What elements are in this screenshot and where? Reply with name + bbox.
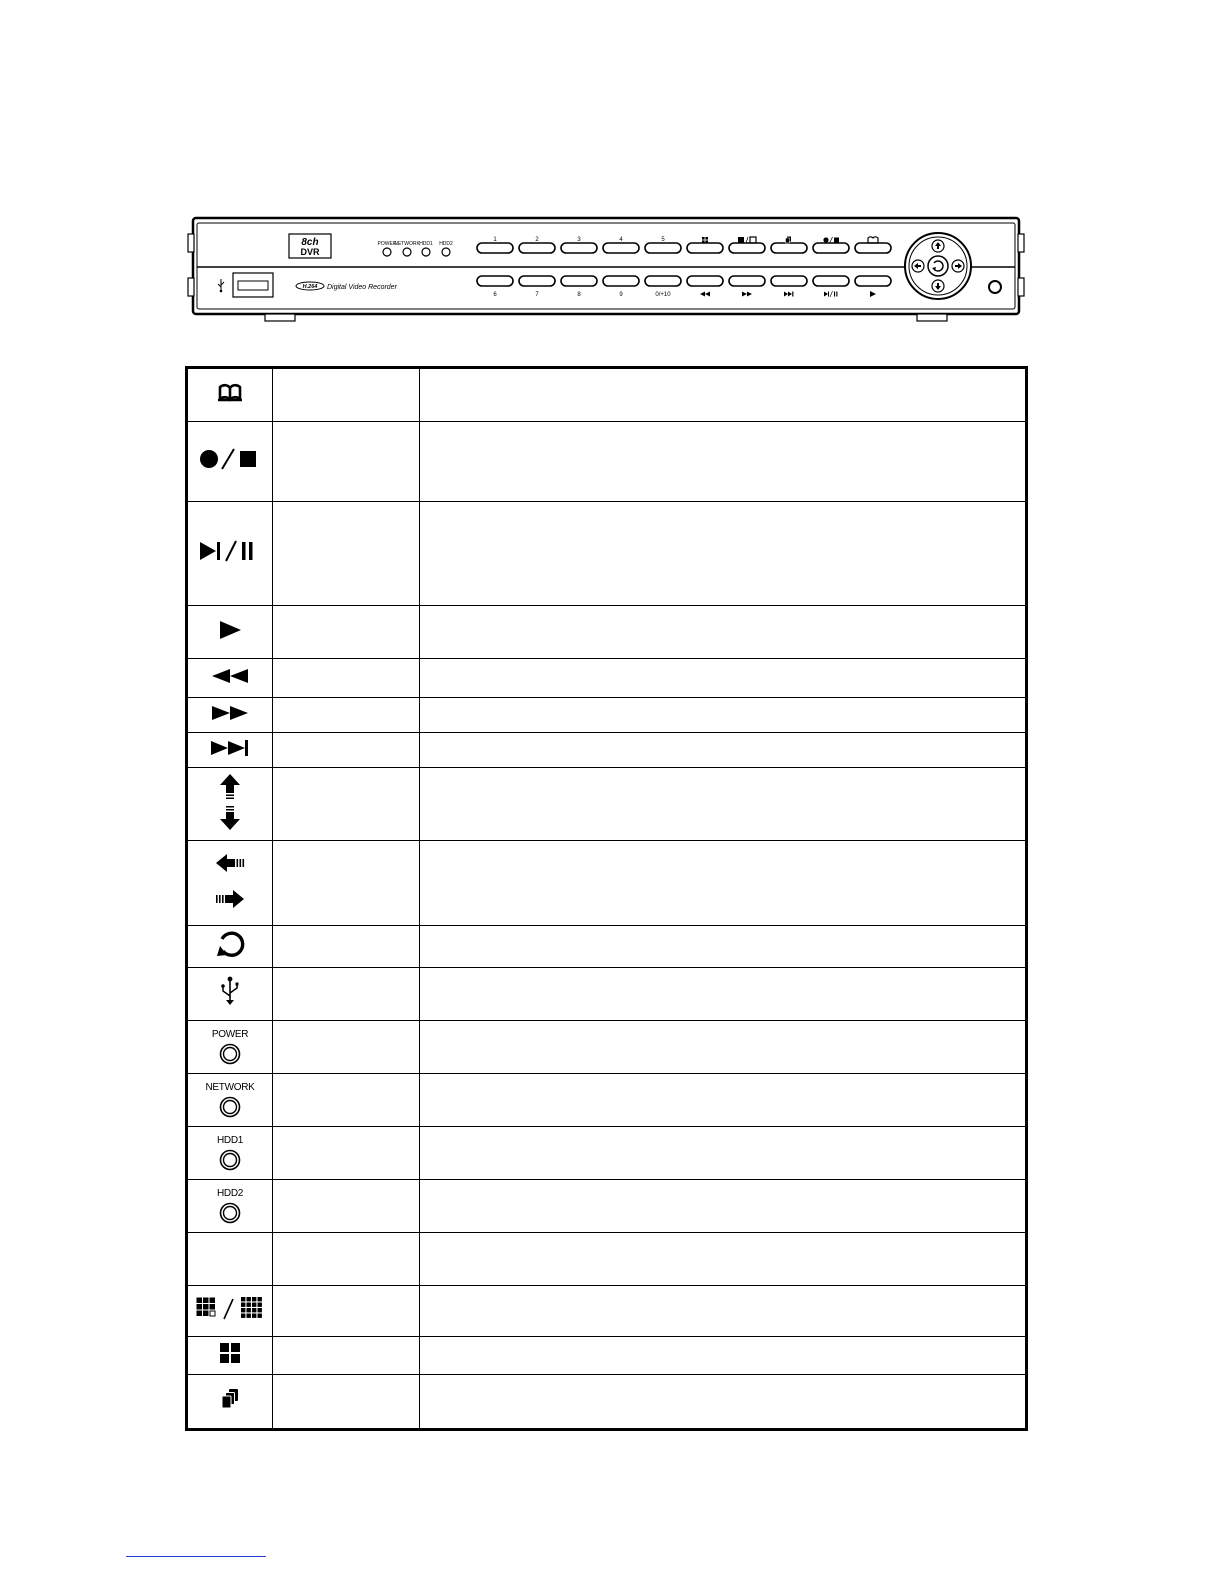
- icon-cell: [187, 502, 273, 606]
- table-row: [187, 1126, 1027, 1179]
- description-cell: [420, 1232, 1027, 1285]
- led-label: POWER: [211, 1028, 249, 1040]
- table-row: [187, 1020, 1027, 1073]
- button-label: 5: [661, 237, 665, 243]
- network-led-icon: [403, 248, 411, 256]
- table-row: [187, 1232, 1027, 1285]
- model-badge: [289, 234, 331, 258]
- badge-line1: 8ch: [301, 237, 319, 248]
- table-row: [187, 698, 1027, 733]
- button-label: 3: [577, 237, 581, 243]
- name-cell: [273, 1073, 420, 1126]
- description-cell: [420, 422, 1027, 502]
- name-cell: [273, 841, 420, 926]
- description-cell: [420, 502, 1027, 606]
- name-cell: [273, 606, 420, 659]
- name-cell: [273, 422, 420, 502]
- description-cell: [420, 967, 1027, 1020]
- icon-cell: [187, 368, 273, 422]
- icon-cell: [187, 1126, 273, 1179]
- menu-book-icon: [217, 383, 243, 403]
- table-row: [187, 368, 1027, 422]
- table-row: [187, 967, 1027, 1020]
- icon-cell: [187, 926, 273, 967]
- led-icon: [188, 1149, 272, 1171]
- usb-port[interactable]: [233, 273, 273, 297]
- description-cell: [420, 733, 1027, 768]
- fast-forward-icon: [211, 705, 249, 721]
- enter-rotate-icon: [214, 930, 246, 958]
- icon-cell: [187, 1285, 273, 1336]
- usb-icon: [220, 976, 240, 1006]
- name-cell: [273, 1374, 420, 1429]
- description-cell: [420, 606, 1027, 659]
- table-row: [187, 1179, 1027, 1232]
- description-cell: [420, 841, 1027, 926]
- play-icon: [218, 620, 242, 640]
- name-cell: [273, 502, 420, 606]
- name-cell: [273, 698, 420, 733]
- name-cell: [273, 1232, 420, 1285]
- led-label: NETWORK: [205, 1081, 255, 1093]
- table-row: [187, 502, 1027, 606]
- dial-enter-icon[interactable]: [928, 256, 948, 276]
- table-row: [187, 926, 1027, 967]
- button-label: 7: [535, 292, 539, 298]
- button-label: 2: [535, 237, 539, 243]
- icon-cell: [187, 606, 273, 659]
- power-led-icon: [383, 248, 391, 256]
- led-label-power: POWER: [377, 241, 397, 247]
- description-cell: [420, 1126, 1027, 1179]
- table-row: [187, 422, 1027, 502]
- button-label: 8: [577, 292, 581, 298]
- icon-cell: [187, 768, 273, 841]
- table-row: [187, 659, 1027, 698]
- name-cell: [273, 1020, 420, 1073]
- table-row: [187, 1285, 1027, 1336]
- codec-text: H.264: [302, 284, 318, 290]
- icon-cell: [187, 1336, 273, 1374]
- table-row: [187, 1336, 1027, 1374]
- hdd1-led-icon: [422, 248, 430, 256]
- icon-cell: [187, 841, 273, 926]
- button-label: 0/+10: [655, 292, 671, 298]
- hdd2-led-icon: [442, 248, 450, 256]
- led-label-hdd2: HDD2: [439, 241, 453, 247]
- description-cell: [420, 659, 1027, 698]
- icon-cell: [187, 1073, 273, 1126]
- name-cell: [273, 1126, 420, 1179]
- description-cell: [420, 368, 1027, 422]
- table-row: [187, 733, 1027, 768]
- dial-right-icon[interactable]: [952, 260, 964, 272]
- icon-cell: [187, 659, 273, 698]
- table-row: [187, 1073, 1027, 1126]
- rewind-icon: [211, 668, 249, 684]
- control-table: [185, 366, 1028, 1431]
- play-pause-icon: [198, 540, 262, 562]
- footer-rule: [126, 1556, 266, 1557]
- name-cell: [273, 1179, 420, 1232]
- sequence-icon: [220, 1388, 240, 1410]
- name-cell: [273, 926, 420, 967]
- dvr-front-panel: [185, 214, 1035, 326]
- record-stop-icon: [198, 448, 262, 470]
- table-row: [187, 606, 1027, 659]
- icon-cell: [187, 967, 273, 1020]
- description-cell: [420, 1073, 1027, 1126]
- led-label-hdd1: HDD1: [419, 241, 433, 247]
- dial-up-icon[interactable]: [932, 240, 944, 252]
- icon-cell: [187, 422, 273, 502]
- button-label: 6: [493, 292, 497, 298]
- led-icon: [188, 1043, 272, 1065]
- tagline: Digital Video Recorder: [327, 284, 397, 291]
- up-down-arrows-icon: [219, 773, 241, 831]
- quad-view-icon: [219, 1342, 241, 1364]
- button-label: 4: [619, 237, 623, 243]
- next-frame-icon: [210, 739, 250, 757]
- name-cell: [273, 733, 420, 768]
- description-cell: [420, 926, 1027, 967]
- codec-logo: [296, 282, 324, 290]
- table-row: [187, 841, 1027, 926]
- name-cell: [273, 967, 420, 1020]
- navigation-dial[interactable]: [905, 233, 971, 299]
- icon-cell: [187, 1179, 273, 1232]
- led-icon: [188, 1202, 272, 1224]
- description-cell: [420, 1285, 1027, 1336]
- table-row: [187, 1374, 1027, 1429]
- name-cell: [273, 659, 420, 698]
- icon-cell: [187, 698, 273, 733]
- table-row: [187, 768, 1027, 841]
- button-label: 1: [493, 237, 497, 243]
- dial-down-icon[interactable]: [932, 280, 944, 292]
- description-cell: [420, 1179, 1027, 1232]
- description-cell: [420, 1336, 1027, 1374]
- left-right-arrows-icon: [215, 853, 245, 909]
- ir-sensor: [989, 281, 1001, 293]
- icon-cell: [187, 1374, 273, 1429]
- led-label: HDD1: [216, 1134, 244, 1146]
- name-cell: [273, 1285, 420, 1336]
- description-cell: [420, 1020, 1027, 1073]
- description-cell: [420, 768, 1027, 841]
- led-label: HDD2: [216, 1187, 244, 1199]
- icon-cell: [187, 733, 273, 768]
- description-cell: [420, 698, 1027, 733]
- badge-line2: DVR: [300, 247, 320, 257]
- icon-cell: [187, 1232, 273, 1285]
- description-cell: [420, 1374, 1027, 1429]
- name-cell: [273, 1336, 420, 1374]
- name-cell: [273, 768, 420, 841]
- name-cell: [273, 368, 420, 422]
- led-icon: [188, 1096, 272, 1118]
- led-label-network: NETWORK: [394, 241, 420, 247]
- icon-cell: [187, 1020, 273, 1073]
- button-label: 9: [619, 292, 623, 298]
- dial-left-icon[interactable]: [912, 260, 924, 272]
- nine-sixteen-split-icon: [195, 1296, 265, 1320]
